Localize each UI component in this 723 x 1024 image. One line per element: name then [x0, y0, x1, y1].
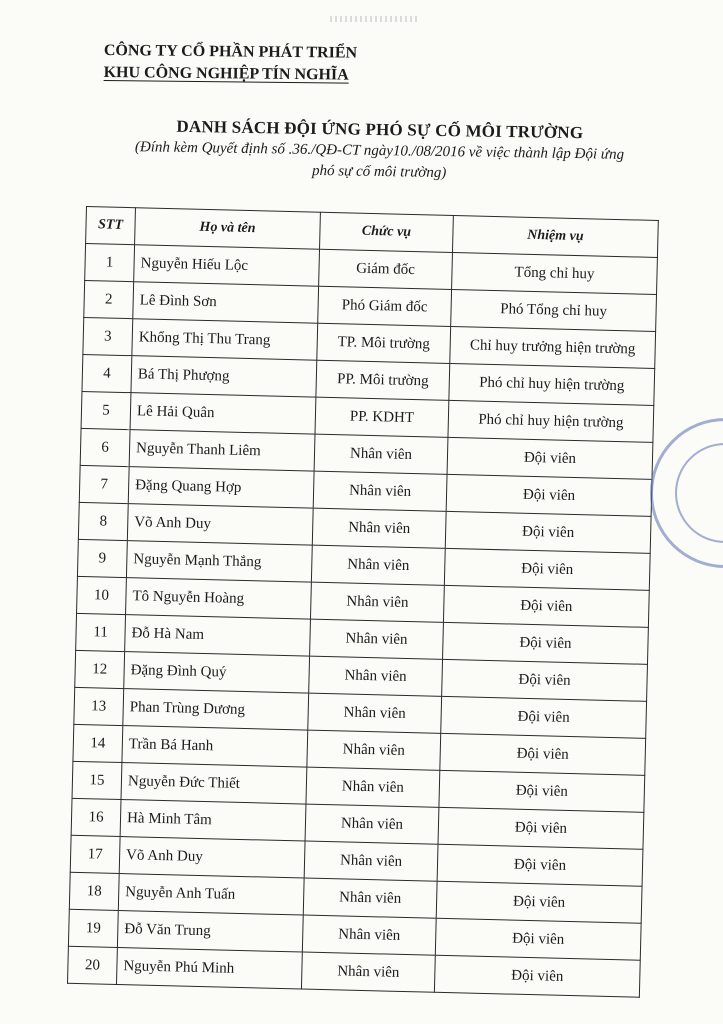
document-subtitle-line2: phó sự cố môi trường)	[311, 162, 447, 182]
cell-position: PP. KDHT	[315, 397, 449, 437]
cell-name: Trần Bá Hanh	[122, 726, 308, 768]
scan-noise	[330, 16, 420, 22]
cell-name: Nguyễn Hiếu Lộc	[134, 245, 320, 287]
cell-name: Lê Đình Sơn	[133, 282, 319, 324]
cell-stt: 14	[73, 724, 123, 762]
header-duty: Nhiệm vụ	[452, 215, 658, 257]
cell-stt: 2	[84, 280, 134, 318]
cell-stt: 3	[83, 317, 133, 355]
cell-name: Lê Hải Quân	[130, 393, 316, 435]
cell-stt: 1	[85, 244, 135, 282]
cell-position: Nhân viên	[305, 804, 439, 844]
company-seal-stamp	[650, 418, 723, 568]
cell-stt: 11	[76, 613, 126, 651]
cell-position: TP. Môi trường	[317, 323, 451, 363]
cell-position: Nhân viên	[302, 915, 436, 955]
cell-name: Nguyễn Đức Thiết	[121, 763, 307, 805]
cell-name: Nguyễn Thanh Liêm	[129, 430, 315, 472]
cell-name: Khổng Thị Thu Trang	[132, 319, 318, 361]
cell-position: Nhân viên	[308, 693, 442, 733]
team-table-wrapper	[67, 206, 659, 998]
cell-duty: Đội viên	[447, 437, 653, 479]
cell-duty: Đội viên	[443, 585, 649, 627]
cell-stt: 13	[74, 687, 124, 725]
cell-duty: Đội viên	[436, 881, 642, 923]
cell-duty: Đội viên	[440, 733, 646, 775]
cell-name: Hà Minh Tâm	[120, 800, 306, 842]
header-name: Họ và tên	[135, 208, 321, 250]
cell-duty: Đội viên	[435, 918, 641, 960]
company-name-line1: CÔNG TY CỔ PHẦN PHÁT TRIỂN	[103, 41, 358, 62]
cell-position: PP. Môi trường	[316, 360, 450, 400]
cell-name: Nguyễn Mạnh Thắng	[126, 541, 312, 583]
document-heading	[69, 115, 690, 187]
cell-name: Võ Anh Duy	[119, 837, 305, 879]
cell-stt: 7	[79, 465, 129, 503]
cell-stt: 20	[68, 946, 118, 984]
cell-duty: Chỉ huy trưởng hiện trường	[450, 326, 656, 368]
company-seal-inner-ring	[675, 443, 723, 543]
cell-position: Nhân viên	[311, 545, 445, 585]
cell-duty: Đội viên	[443, 622, 649, 664]
cell-stt: 19	[68, 909, 118, 947]
cell-name: Đặng Đình Quý	[124, 652, 310, 694]
cell-duty: Đội viên	[441, 696, 647, 738]
cell-duty: Đội viên	[437, 844, 643, 886]
cell-stt: 9	[77, 539, 127, 577]
document-subtitle-line1: (Đính kèm Quyết định số .36./QĐ-CT ngày10./08/2016 về việc thành lập Đội ứng	[134, 139, 625, 163]
cell-stt: 6	[80, 428, 130, 466]
cell-duty: Đội viên	[446, 474, 652, 516]
cell-stt: 12	[75, 650, 125, 688]
cell-stt: 16	[71, 798, 121, 836]
cell-stt: 8	[78, 502, 128, 540]
document-title: DANH SÁCH ĐỘI ỨNG PHÓ SỰ CỐ MÔI TRƯỜNG	[176, 116, 584, 143]
cell-position: Nhân viên	[303, 878, 437, 918]
cell-duty: Đội viên	[439, 770, 645, 812]
cell-duty: Phó chỉ huy hiện trường	[449, 363, 655, 405]
cell-stt: 10	[77, 576, 127, 614]
header-position: Chức vụ	[320, 212, 454, 252]
cell-position: Nhân viên	[301, 952, 435, 992]
cell-position: Nhân viên	[304, 841, 438, 881]
cell-position: Giám đốc	[319, 249, 453, 289]
cell-duty: Đội viên	[434, 955, 640, 997]
cell-position: Nhân viên	[306, 767, 440, 807]
cell-stt: 17	[70, 835, 120, 873]
cell-position: Nhân viên	[309, 656, 443, 696]
cell-duty: Phó chỉ huy hiện trường	[448, 400, 654, 442]
cell-name: Nguyễn Anh Tuấn	[118, 874, 304, 916]
cell-position: Nhân viên	[310, 619, 444, 659]
cell-position: Nhân viên	[314, 434, 448, 474]
cell-duty: Đội viên	[442, 659, 648, 701]
cell-duty: Đội viên	[444, 548, 650, 590]
cell-position: Phó Giám đốc	[318, 286, 452, 326]
company-name-line2: KHU CÔNG NGHIỆP TÍN NGHĨA	[103, 63, 349, 84]
cell-name: Bá Thị Phượng	[131, 356, 317, 398]
cell-stt: 18	[69, 872, 119, 910]
cell-duty: Đội viên	[445, 511, 651, 553]
cell-name: Phan Trùng Dương	[123, 689, 309, 731]
cell-name: Tô Nguyễn Hoàng	[126, 578, 312, 620]
cell-name: Đỗ Văn Trung	[117, 910, 303, 952]
cell-position: Nhân viên	[310, 582, 444, 622]
cell-name: Đặng Quang Hợp	[128, 467, 314, 509]
cell-position: Nhân viên	[307, 730, 441, 770]
cell-name: Võ Anh Duy	[127, 504, 313, 546]
team-table	[67, 206, 659, 998]
cell-stt: 15	[72, 761, 122, 799]
cell-stt: 5	[81, 391, 131, 429]
cell-position: Nhân viên	[313, 471, 447, 511]
cell-duty: Đội viên	[438, 807, 644, 849]
cell-duty: Phó Tổng chỉ huy	[451, 289, 657, 331]
cell-name: Nguyễn Phú Minh	[116, 947, 302, 989]
cell-stt: 4	[82, 354, 132, 392]
cell-position: Nhân viên	[312, 508, 446, 548]
company-header	[104, 40, 358, 87]
cell-duty: Tổng chỉ huy	[452, 252, 658, 294]
cell-name: Đỗ Hà Nam	[125, 615, 311, 657]
header-stt: STT	[86, 207, 136, 245]
